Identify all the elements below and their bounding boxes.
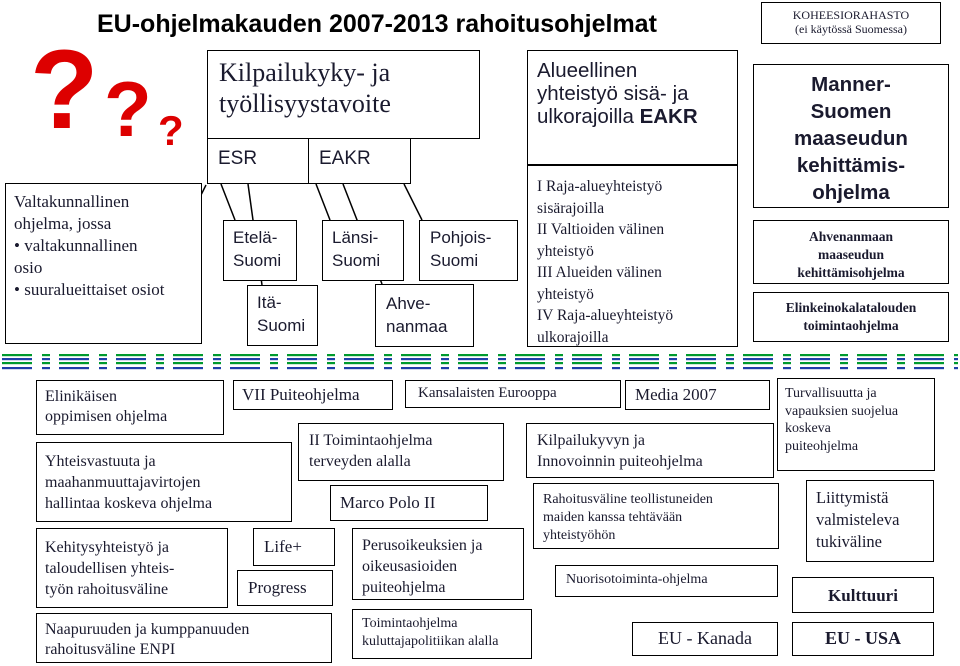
alueellinen-eakr: EAKR [639,105,698,128]
divider-dash [441,367,449,369]
divider-dash [954,354,958,356]
divider-dash [401,362,431,364]
divider-dash [498,354,506,356]
divider-dash [173,354,203,356]
turvallisuutta-box: Turvallisuutta ja vapauksien suojelua koskeva puiteohjelma [777,378,935,471]
perusoikeudet-box: Perusoikeuksien ja oikeusasioiden puiteohjelma [352,528,524,600]
yhteisvastuu-box: Yhteisvastuuta ja maahanmuuttajavirtojen hallintaa koskeva ohjelma [36,442,292,522]
divider-dash [555,354,563,356]
divider-dash [99,367,107,369]
divider-dash [230,354,260,356]
divider-dash [686,354,716,356]
kulttuuri-box: Kulttuuri [792,577,934,613]
koheesiorahasto-label: KOHEESIORAHASTO [792,8,910,22]
divider-dash [686,358,716,360]
divider-dash [800,358,830,360]
divider-dash [515,354,545,356]
divider-dash [669,354,677,356]
terveys-box: II Toimintaohjelma terveyden alalla [298,423,504,481]
divider-dash [384,358,392,360]
divider-dash [629,358,659,360]
divider-dash [116,367,146,369]
liittymista-box: Liittymistä valmisteleva tukiväline [806,480,934,562]
koheesiorahasto-note: (ei käytössä Suomessa) [795,22,907,36]
divider-dash [897,362,905,364]
divider-dash [116,358,146,360]
region-pohjois-suomi: Pohjois- Suomi [419,220,518,281]
divider-dash [458,354,488,356]
divider-dash [686,367,716,369]
rahoitusvaline-box: Rahoitusväline teollistuneiden maiden kanssa tehtävään yhteistyöhön [533,483,779,549]
esr-box: ESR [207,138,310,184]
divider-dash [99,354,107,356]
divider-dash [287,354,317,356]
divider-dash [897,354,905,356]
divider-dash [857,367,887,369]
divider-dash [99,362,107,364]
media-2007-box: Media 2007 [625,380,770,410]
divider-dash [515,367,545,369]
divider-dash [783,367,791,369]
divider-dash [800,362,830,364]
divider-dash [2,354,32,356]
divider-dash [857,362,887,364]
divider-dash [783,354,791,356]
divider-dash [515,362,545,364]
region-lansi-suomi: Länsi- Suomi [322,220,404,281]
divider-dash [572,354,602,356]
divider-dash [384,362,392,364]
divider-dash [99,358,107,360]
divider-dash [173,367,203,369]
divider-dash [327,354,335,356]
question-mark-medium: ? [104,65,152,153]
divider-dash [612,362,620,364]
divider-dash [840,362,848,364]
divider-dash [743,367,773,369]
divider-dash [857,354,887,356]
divider-dash [327,367,335,369]
divider-dash [270,354,278,356]
divider-dash [612,367,620,369]
ahvenanmaa-rural-box: Ahvenanmaan maaseudun kehittämisohjelma [753,220,949,284]
progress-box: Progress [237,570,333,606]
divider-dash [59,358,89,360]
divider-dash [515,358,545,360]
divider-dash [327,362,335,364]
divider-dash [116,354,146,356]
divider-dash [42,354,50,356]
divider-dash [840,354,848,356]
alueellinen-title: Alueellinen yhteistyö sisä- ja ulkorajoilla [537,59,689,128]
divider-dash [401,358,431,360]
divider-dash [287,362,317,364]
divider-dash [726,354,734,356]
divider-dash [954,362,958,364]
divider-dash [726,367,734,369]
naapuruus-box: Naapuruuden ja kumppanuuden rahoitusväline ENPI [36,613,332,663]
kehitysyhteistyo-box: Kehitysyhteistyö ja taloudellisen yhteis- työn rahoitusväline [36,528,228,608]
divider-dash [612,358,620,360]
question-mark-small: ? [158,107,184,154]
divider-dash [555,367,563,369]
divider-dash [669,358,677,360]
region-ita-suomi: Itä- Suomi [247,285,318,346]
divider-dash [914,354,944,356]
divider-dash [897,358,905,360]
divider-dash [441,362,449,364]
kilpailukyky-title-box: Kilpailukyky- ja työllisyystavoite [207,50,480,139]
kuluttajapolitiikka-box: Toimintaohjelma kuluttajapolitiikan alalla [352,609,532,659]
divider-dash [629,354,659,356]
question-mark-large: ? [30,27,99,152]
eu-usa-box: EU - USA [792,622,934,656]
divider-dash [743,358,773,360]
divider-dash [954,367,958,369]
divider-dash [914,358,944,360]
divider-dash [2,367,32,369]
divider-dash [743,354,773,356]
nuorisotoiminta-box: Nuorisotoiminta-ohjelma [555,565,778,597]
divider-dash [230,358,260,360]
divider-dash [686,362,716,364]
puiteohjelma7-box: VII Puiteohjelma [233,380,393,410]
eu-kanada-box: EU - Kanada [632,622,778,656]
divider-dash [173,362,203,364]
divider-dash [344,362,374,364]
divider-dash [669,367,677,369]
divider-dash [954,358,958,360]
divider-dash [612,354,620,356]
alueellinen-items-box: I Raja-alueyhteistyö sisärajoilla II Valtioiden välinen yhteistyö III Alueiden välinen yhteistyö IV Raja-alueyhteistyö ulkorajoilla [527,165,738,347]
elinkeinokalatalous-box: Elinkeinokalatalouden toimintaohjelma [753,292,949,342]
divider-dash [213,362,221,364]
divider-dash [401,367,431,369]
divider-dash [213,354,221,356]
divider-dash [629,367,659,369]
kilpailukyvyn-box: Kilpailukyvyn ja Innovoinnin puiteohjelma [526,423,774,478]
divider-dash [441,354,449,356]
divider-dash [59,354,89,356]
divider-dash [59,367,89,369]
divider-dash [726,362,734,364]
divider-dash [116,362,146,364]
divider-dash [800,354,830,356]
divider-dash [42,367,50,369]
divider-dash [2,358,32,360]
divider-dash [270,367,278,369]
divider-dash [344,358,374,360]
divider-dash [384,354,392,356]
divider-dash [726,358,734,360]
divider-dash [213,367,221,369]
kansalaisten-eurooppa-box: Kansalaisten Eurooppa [405,380,621,408]
divider-dash [498,358,506,360]
divider-dash [42,358,50,360]
divider-dash [287,367,317,369]
divider-dash [156,354,164,356]
divider-dash [458,367,488,369]
divider-dash [270,362,278,364]
region-ahvenanmaa: Ahve- nanmaa [375,284,474,347]
divider-dash [156,358,164,360]
divider-dash [783,358,791,360]
divider-dash [42,362,50,364]
divider-dash [572,362,602,364]
divider-dash [2,362,32,364]
marco-polo-box: Marco Polo II [330,485,488,521]
divider-dash [669,362,677,364]
divider-dash [498,362,506,364]
divider-dash [59,362,89,364]
divider-dash [230,367,260,369]
divider-dash [213,358,221,360]
divider-dash [914,367,944,369]
divider-dash [572,367,602,369]
page-title: EU-ohjelmakauden 2007-2013 rahoitusohjelmat [97,10,657,38]
divider-dash [458,358,488,360]
divider-dash [555,358,563,360]
divider-dash [287,358,317,360]
divider-dash [840,367,848,369]
divider-dash [156,367,164,369]
life-plus-box: Life+ [253,528,335,566]
divider-dash [857,358,887,360]
divider-dash [270,358,278,360]
divider-dash [629,362,659,364]
divider-dash [401,354,431,356]
divider-dash [344,354,374,356]
divider-dash [344,367,374,369]
manner-suomi-box: Manner- Suomen maaseudun kehittämis- ohjelma [753,64,949,208]
divider-dash [897,367,905,369]
national-program-box: Valtakunnallinen ohjelma, jossa • valtakunnallinen osio • suuralueittaiset osiot [5,183,202,344]
divider-dash [555,362,563,364]
divider-dash [173,358,203,360]
divider-dash [441,358,449,360]
divider-dash [800,367,830,369]
divider-dash [327,358,335,360]
divider-dash [783,362,791,364]
divider-dash [498,367,506,369]
divider-dash [914,362,944,364]
divider-dash [840,358,848,360]
divider-dash [384,367,392,369]
region-etela-suomi: Etelä- Suomi [223,220,297,281]
divider-dash [230,362,260,364]
elinikainen-box: Elinikäisen oppimisen ohjelma [36,380,224,435]
divider-dash [156,362,164,364]
divider-dash [458,362,488,364]
eakr-box: EAKR [308,138,411,184]
divider-dash [572,358,602,360]
divider-dash [743,362,773,364]
